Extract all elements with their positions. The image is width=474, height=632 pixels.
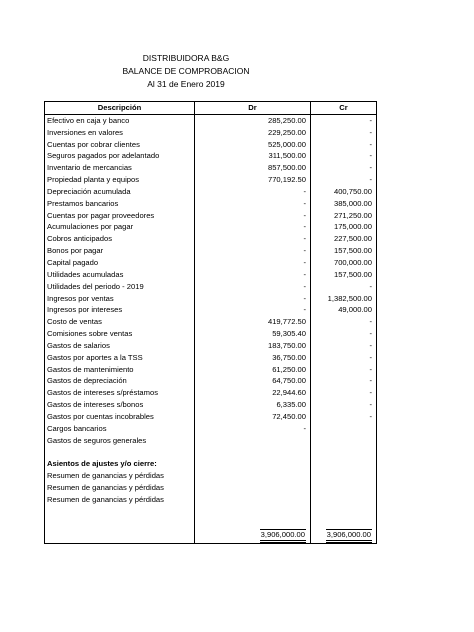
credit-amount	[311, 470, 377, 482]
debit-amount: 229,250.00	[195, 127, 311, 139]
account-description: Ingresos por intereses	[45, 304, 195, 316]
debit-amount: 36,750.00	[195, 352, 311, 364]
table-row	[45, 494, 377, 506]
table-row	[45, 233, 377, 245]
table-row	[45, 328, 377, 340]
table-row	[45, 293, 377, 305]
totals-row	[45, 529, 377, 544]
report-date: Al 31 de Enero 2019	[147, 79, 225, 89]
table-row	[45, 114, 377, 126]
credit-amount: 1,382,500.00	[311, 293, 377, 305]
credit-amount: -	[311, 399, 377, 411]
account-description: Utilidades acumuladas	[45, 269, 195, 281]
table-row	[45, 150, 377, 162]
table-row	[45, 162, 377, 174]
debit-amount: -	[195, 210, 311, 222]
account-description: Inversiones en valores	[45, 127, 195, 139]
table-row	[45, 304, 377, 316]
table-row	[45, 364, 377, 376]
company-name: DISTRIBUIDORA B&G	[142, 53, 230, 63]
table-row	[45, 127, 377, 139]
table-row	[45, 506, 377, 518]
credit-amount: -	[311, 127, 377, 139]
account-description: Gastos de depreciación	[45, 375, 195, 387]
debit-amount: -	[195, 423, 311, 435]
credit-amount: -	[311, 328, 377, 340]
debit-amount	[195, 470, 311, 482]
totals-label	[45, 529, 195, 544]
column-header-description: Descripción	[45, 102, 195, 115]
debit-amount: 311,500.00	[195, 150, 311, 162]
table-row	[45, 482, 377, 494]
credit-amount: 175,000.00	[311, 221, 377, 233]
table-row	[45, 411, 377, 423]
credit-amount: 157,500.00	[311, 245, 377, 257]
column-header-credit: Cr	[311, 102, 377, 115]
debit-amount: -	[195, 233, 311, 245]
table-row	[45, 269, 377, 281]
debit-amount	[195, 458, 311, 470]
debit-amount: 857,500.00	[195, 162, 311, 174]
debit-amount: -	[195, 198, 311, 210]
table-row	[45, 458, 377, 470]
debit-amount: -	[195, 245, 311, 257]
debit-amount: 61,250.00	[195, 364, 311, 376]
account-description: Ingresos por ventas	[45, 293, 195, 305]
account-description: Acumulaciones por pagar	[45, 221, 195, 233]
credit-amount: -	[311, 139, 377, 151]
column-header-debit: Dr	[195, 102, 311, 115]
debit-amount	[195, 446, 311, 458]
table-row	[45, 470, 377, 482]
credit-amount: -	[311, 162, 377, 174]
debit-amount: 770,192.50	[195, 174, 311, 186]
table-row	[45, 435, 377, 447]
table-row	[45, 210, 377, 222]
debit-amount	[195, 494, 311, 506]
account-description: Bonos por pagar	[45, 245, 195, 257]
debit-amount: -	[195, 281, 311, 293]
credit-amount: -	[311, 150, 377, 162]
account-description: Propiedad planta y equipos	[45, 174, 195, 186]
table-row	[45, 257, 377, 269]
credit-amount: -	[311, 387, 377, 399]
account-description: Gastos por cuentas incobrables	[45, 411, 195, 423]
account-description: Gastos de intereses s/préstamos	[45, 387, 195, 399]
table-row	[45, 245, 377, 257]
debit-amount: 64,750.00	[195, 375, 311, 387]
debit-amount	[195, 482, 311, 494]
debit-amount: 22,944.60	[195, 387, 311, 399]
debit-amount: 72,450.00	[195, 411, 311, 423]
account-description: Asientos de ajustes y/o cierre:	[45, 458, 195, 470]
credit-amount: 157,500.00	[311, 269, 377, 281]
account-description: Seguros pagados por adelantado	[45, 150, 195, 162]
account-description: Cuentas por cobrar clientes	[45, 139, 195, 151]
debit-amount: 6,335.00	[195, 399, 311, 411]
trial-balance-table	[44, 101, 377, 544]
credit-amount	[311, 506, 377, 518]
credit-amount: -	[311, 281, 377, 293]
debit-amount: -	[195, 304, 311, 316]
debit-amount	[195, 435, 311, 447]
table-row	[45, 174, 377, 186]
credit-amount	[311, 518, 377, 530]
account-description: Gastos de mantenimiento	[45, 364, 195, 376]
account-description: Inventario de mercancias	[45, 162, 195, 174]
account-description	[45, 446, 195, 458]
debit-amount: -	[195, 221, 311, 233]
table-row	[45, 518, 377, 530]
debit-amount	[195, 518, 311, 530]
credit-amount	[311, 494, 377, 506]
credit-amount: 385,000.00	[311, 198, 377, 210]
debit-total-cell	[195, 529, 311, 544]
table-row	[45, 186, 377, 198]
debit-total: 3,906,000.00	[260, 529, 306, 543]
credit-total-cell	[311, 529, 377, 544]
credit-amount: 271,250.00	[311, 210, 377, 222]
table-header-row	[45, 102, 377, 115]
table-row	[45, 399, 377, 411]
table-row	[45, 198, 377, 210]
credit-amount	[311, 423, 377, 435]
table-row	[45, 387, 377, 399]
report-title: BALANCE DE COMPROBACION	[122, 66, 250, 76]
table-row	[45, 375, 377, 387]
credit-total: 3,906,000.00	[326, 529, 372, 543]
credit-amount: 700,000.00	[311, 257, 377, 269]
credit-amount: -	[311, 411, 377, 423]
debit-amount: -	[195, 257, 311, 269]
account-description: Comisiones sobre ventas	[45, 328, 195, 340]
credit-amount	[311, 435, 377, 447]
account-description: Cuentas por pagar proveedores	[45, 210, 195, 222]
account-description: Cobros anticipados	[45, 233, 195, 245]
account-description: Gastos de salarios	[45, 340, 195, 352]
debit-amount: -	[195, 269, 311, 281]
credit-amount: -	[311, 364, 377, 376]
debit-amount: 419,772.50	[195, 316, 311, 328]
account-description: Resumen de ganancias y pérdidas	[45, 494, 195, 506]
credit-amount: -	[311, 352, 377, 364]
account-description: Resumen de ganancias y pérdidas	[45, 482, 195, 494]
account-description: Depreciación acumulada	[45, 186, 195, 198]
account-description: Gastos de intereses s/bonos	[45, 399, 195, 411]
debit-amount: -	[195, 293, 311, 305]
account-description	[45, 518, 195, 530]
credit-amount	[311, 458, 377, 470]
debit-amount: 183,750.00	[195, 340, 311, 352]
debit-amount: 285,250.00	[195, 114, 311, 126]
account-description: Gastos por aportes a la TSS	[45, 352, 195, 364]
table-body	[45, 114, 377, 544]
debit-amount: 525,000.00	[195, 139, 311, 151]
table-row	[45, 139, 377, 151]
account-description: Cargos bancarios	[45, 423, 195, 435]
account-description: Capital pagado	[45, 257, 195, 269]
account-description	[45, 506, 195, 518]
account-description: Costo de ventas	[45, 316, 195, 328]
credit-amount: 400,750.00	[311, 186, 377, 198]
table-row	[45, 423, 377, 435]
account-description: Efectivo en caja y banco	[45, 114, 195, 126]
credit-amount: 227,500.00	[311, 233, 377, 245]
table-row	[45, 221, 377, 233]
account-description: Resumen de ganancias y pérdidas	[45, 470, 195, 482]
credit-amount: -	[311, 375, 377, 387]
debit-amount: -	[195, 186, 311, 198]
table-row	[45, 316, 377, 328]
account-description: Gastos de seguros generales	[45, 435, 195, 447]
credit-amount: -	[311, 340, 377, 352]
credit-amount: -	[311, 174, 377, 186]
credit-amount	[311, 446, 377, 458]
debit-amount	[195, 506, 311, 518]
table-row	[45, 281, 377, 293]
table-row	[45, 352, 377, 364]
table-row	[45, 340, 377, 352]
credit-amount: -	[311, 316, 377, 328]
account-description: Prestamos bancarios	[45, 198, 195, 210]
credit-amount: 49,000.00	[311, 304, 377, 316]
table-row	[45, 446, 377, 458]
account-description: Utilidades del periodo - 2019	[45, 281, 195, 293]
credit-amount: -	[311, 114, 377, 126]
credit-amount	[311, 482, 377, 494]
debit-amount: 59,305.40	[195, 328, 311, 340]
